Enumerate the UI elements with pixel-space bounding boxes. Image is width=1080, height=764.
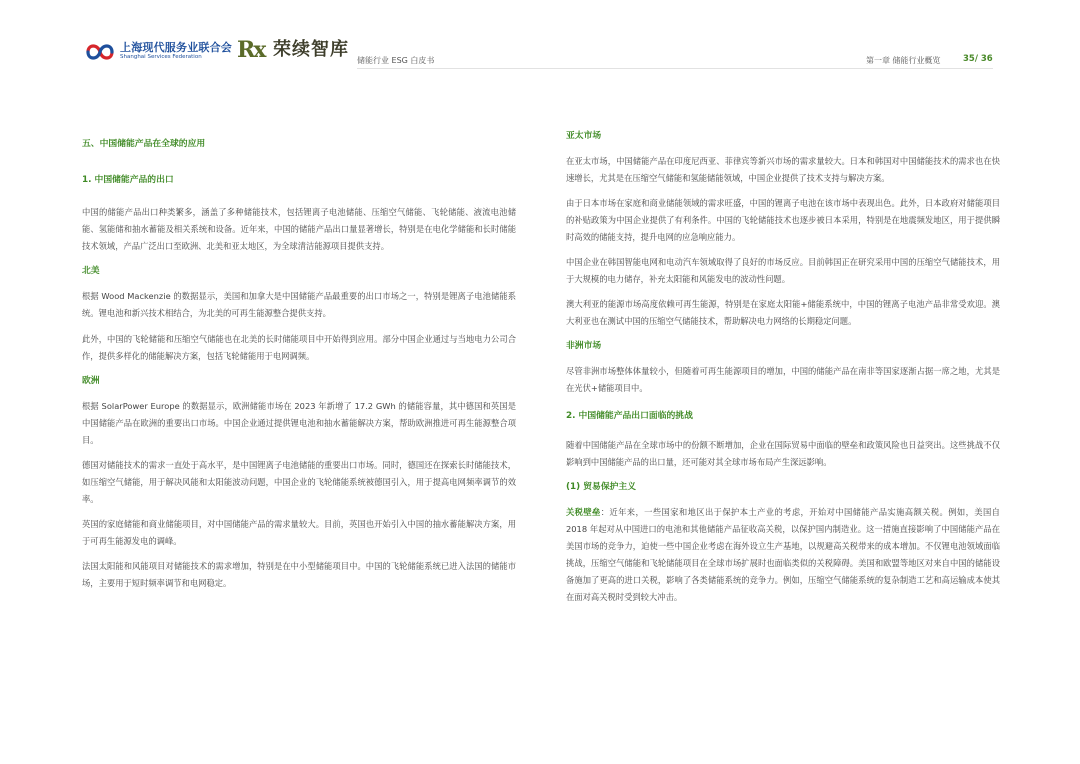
document-title: 储能行业 ESG 白皮书: [357, 56, 435, 65]
tariff-barrier-label: 关税壁垒: [566, 507, 601, 517]
section-title: 五、中国储能产品在全球的应用: [82, 139, 206, 149]
paragraph-challenges-overview: 随着中国储能产品在全球市场中的份额不断增加，企业在国际贸易中面临的壁垒和政策风险也日益突出。这些挑战不仅影响到中国储能产品的出口量，还可能对其全球市场布局产生深远影响。: [566, 440, 1000, 467]
tariff-barrier-text: ：近年来，一些国家和地区出于保护本土产业的考虑，开始对中国储能产品实施高额关税。例如，美国自 2018 年起对从中国进口的电池和其他储能产品征收高关税，以保护国内制造业。这一措施直接影响了中国储能产品在美国市场的竞争力，迫使一些中国企业考虑在海外设立生产基地，以规避高关税带来的成本增加。不仅锂电池领域面临挑战，压缩空气储能和飞轮储能项目在全球市场扩展时也面临类似的关税障碍。美国和欧盟等地区对来自中国的储能设备施加了更高的进口关税，影响了各类储能系统的竞争力。例如，压缩空气储能系统的复杂制造工艺和高运输成本使其在面对高关税时受到较大冲击。: [566, 507, 1000, 602]
subsection-title-challenges: 2. 中国储能产品出口面临的挑战: [566, 411, 693, 421]
paragraph-europe-4: 法国太阳能和风能项目对储能技术的需求增加，特别是在中小型储能项目中。中国的飞轮储能系统已进入法国的储能市场，主要用于短时频率调节和电网稳定。: [82, 561, 516, 588]
chapter-title: 第一章 储能行业概览: [866, 56, 941, 65]
paragraph-north-america-2: 此外，中国的飞轮储能和压缩空气储能也在北美的长时储能项目中开始得到应用。部分中国企业通过与当地电力公司合作，提供多样化的储能解决方案，包括飞轮储能用于电网调频。: [82, 334, 516, 361]
think-tank-name: 荣续智库: [273, 39, 349, 60]
paragraph-europe-2: 德国对储能技术的需求一直处于高水平，是中国锂离子电池储能的重要出口市场。同时，德国还在探索长时储能技术，如压缩空气储能，用于解决风能和太阳能波动问题，中国企业的飞轮储能系统被德国引入，用于提高电网频率调节的效率。: [82, 460, 516, 504]
paragraph-africa-1: 尽管非洲市场整体体量较小，但随着可再生能源项目的增加，中国的储能产品在南非等国家逐渐占据一席之地，尤其是在光伏+储能项目中。: [566, 366, 1000, 393]
paragraph-europe-3: 英国的家庭储能和商业储能项目，对中国储能产品的需求量较大。目前，英国也开始引入中国的抽水蓄能解决方案，用于可再生能源发电的调峰。: [82, 519, 516, 546]
federation-emblem-icon: [84, 40, 116, 64]
paragraph-tariff-barriers: [566, 504, 1000, 606]
paragraph-asia-pacific-1: 在亚太市场，中国储能产品在印度尼西亚、菲律宾等新兴市场的需求量较大。日本和韩国对中国储能技术的需求也在快速增长，尤其是在压缩空气储能和氢能储能领域，中国企业提供了技术支持与解决方案。: [566, 156, 1000, 183]
page-header: [0, 0, 1080, 80]
subsection-title-trade-protectionism: (1) 贸易保护主义: [566, 482, 637, 492]
region-heading-africa: 非洲市场: [566, 341, 602, 351]
paragraph-asia-pacific-4: 澳大利亚的能源市场高度依赖可再生能源，特别是在家庭太阳能+储能系统中，中国的锂离子电池产品非常受欢迎。澳大利亚也在测试中国的压缩空气储能技术，帮助解决电力网络的长期稳定问题。: [566, 299, 1000, 326]
rongxu-think-tank-logo: [237, 38, 357, 66]
page-number: 35/ 36: [963, 54, 993, 64]
federation-name-en: Shanghai Services Federation: [120, 54, 202, 60]
shanghai-services-federation-logo: [84, 38, 232, 68]
paragraph-north-america-1: 根据 Wood Mackenzie 的数据显示，美国和加拿大是中国储能产品最重要的出口市场之一，特别是锂离子电池储能系统。锂电池和新兴技术相结合，为北美的可再生能源整合提供支持。: [82, 291, 516, 318]
header-divider: [357, 68, 993, 69]
region-heading-asia-pacific: 亚太市场: [566, 131, 602, 141]
region-heading-north-america: 北美: [82, 266, 100, 276]
paragraph-asia-pacific-2: 由于日本市场在家庭和商业储能领域的需求旺盛，中国的锂离子电池在该市场中表现出色。此外，日本政府对储能项目的补贴政策为中国企业提供了有利条件。中国的飞轮储能技术也逐步被日本采用，特别是在地震频发地区，用于提供瞬时高效的储能支持，提升电网的应急响应能力。: [566, 198, 1000, 242]
left-column: [82, 120, 516, 592]
right-column: [566, 128, 1000, 606]
paragraph-europe-1: 根据 SolarPower Europe 的数据显示，欧洲储能市场在 2023 年新增了 17.2 GWh 的储能容量，其中德国和英国是中国储能产品在欧洲的重要出口市场。中国企业通过提供锂电池和抽水蓄能解决方案，帮助欧洲推进可再生能源整合项目。: [82, 401, 516, 445]
paragraph-asia-pacific-3: 中国企业在韩国智能电网和电动汽车领域取得了良好的市场反应。目前韩国正在研究采用中国的压缩空气储能技术，用于大规模的电力储存，补充太阳能和风能发电的波动性问题。: [566, 257, 1000, 284]
region-heading-europe: 欧洲: [82, 376, 100, 386]
paragraph-exports-overview: 中国的储能产品出口种类繁多，涵盖了多种储能技术，包括锂离子电池储能、压缩空气储能、飞轮储能、液流电池储能、氢能储和抽水蓄能及相关系统和设备。近年来，中国的储能产品出口量显著增长，特别是在电化学储能和长时储能技术领域，产品广泛出口至欧洲、北美和亚太地区，为全球清洁能源项目提供支持。: [82, 207, 516, 251]
federation-name-cn: 上海现代服务业联合会: [120, 41, 232, 54]
subsection-title-exports: 1. 中国储能产品的出口: [82, 175, 174, 185]
rx-logo-mark: Rx: [237, 37, 265, 63]
